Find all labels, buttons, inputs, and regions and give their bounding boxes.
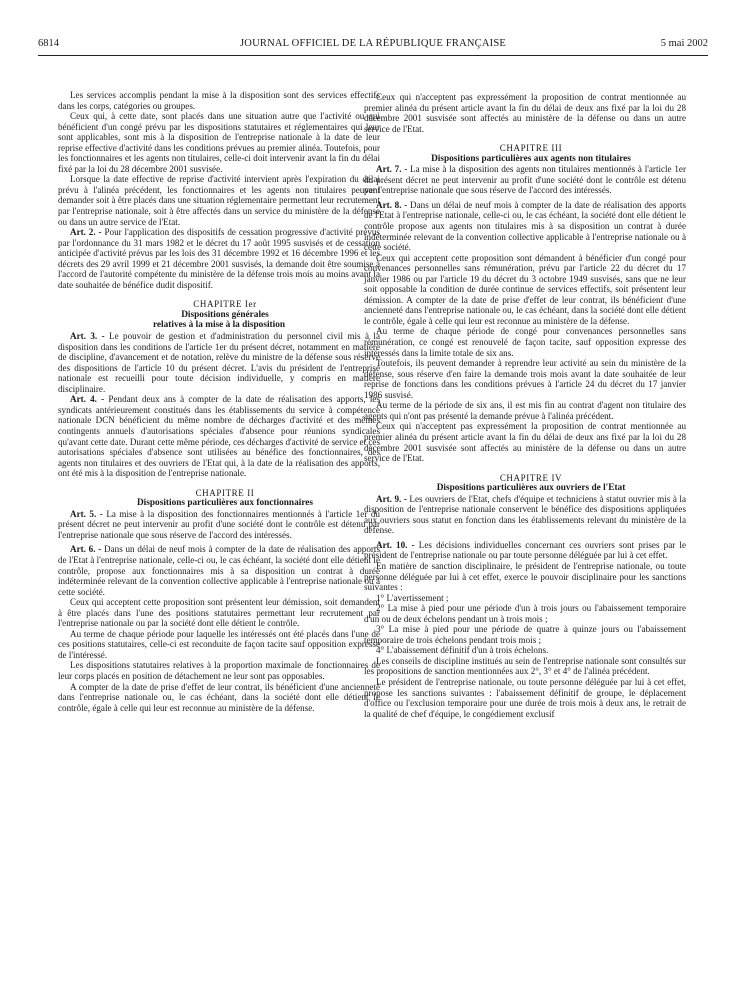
paragraph: Ceux qui acceptent cette proposition sont démandent à bénéficier d'un congé pour convenances personnelles sans rémunération, prévu par l'article 22 du décret du 17 janvier 1986 ou par l'article 19 du décret du 3 octobre 1949 susvisés, sans que ne leur soit opposable la condition de durée continue de services effectifs, soit présentent leur démission. A compter de la date de prise d'effet de leur contrat, ils bénéficient d'une ancienneté dans l'entreprise nationale ou, le cas échéant, dans la société dont elle détient le contrôle, égale à celle qui leur est reconnue au ministère de la défense.: [364, 252, 686, 326]
paragraph: Les services accomplis pendant la mise à la disposition sont des services effectifs dans les corps, catégories ou groupes.: [58, 90, 380, 111]
left-column: [58, 90, 380, 713]
paragraph: Les conseils de discipline institués au sein de l'entreprise nationale sont consultés sur les propositions de sanction mentionnées aux 2°, 3° et 4° de l'alinéa précédent.: [364, 655, 686, 677]
paragraph: Au terme de la période de six ans, il est mis fin au contrat d'agent non titulaire des agents qui n'ont pas présenté la demande prévue à l'alinéa précédent.: [364, 400, 686, 421]
article-label: Art. 7. -: [376, 164, 408, 175]
article-text: Les décisions individuelles concernant ces ouvriers sont prises par le président de l'entreprise nationale ou par toute personne déléguée par lui à cet effet.: [364, 539, 686, 561]
paragraph: Ceux qui, à cette date, sont placés dans une situation autre que l'activité ou qui bénéficient d'un congé prévu par les dispositions statutaires et réglementaires qui leur sont applicables, sont mis à la disposition de l'entreprise nationale à la date de leur reprise effective d'activité dans les conditions prévues au premier alinéa. Toutefois, pour les fonctionnaires et les agents non titulaires, celle-ci doit intervenir avant la fin du délai fixé par la loi du 28 décembre 2001 susvisée.: [58, 111, 380, 174]
list-item: 2° La mise à pied pour une période d'un à trois jours ou l'abaissement temporaire d'un ou de deux échelons pendant un à trois mois ;: [364, 603, 686, 624]
chapter-label: CHAPITRE II: [195, 487, 255, 498]
spacer: [364, 134, 686, 143]
list-item: 3° La mise à pied pour une période de quatre à quinze jours ou l'abaissement temporaire de trois échelons pendant trois mois ;: [364, 624, 686, 645]
article-4: [58, 394, 380, 478]
page-number: 6814: [38, 38, 59, 49]
article-label: Art. 9. -: [376, 493, 407, 504]
paragraph: Ceux qui n'acceptent pas expressément la proposition de contrat mentionnée au premier alinéa du présent article avant la fin du délai de deux ans fixé par la loi du 28 décembre 2001 susvisée sont affectés au ministère de la défense ou dans un autre service de l'Etat.: [364, 92, 686, 134]
article-label: Art. 5. -: [70, 508, 103, 519]
page-header: [38, 38, 708, 54]
article-text: Pendant deux ans à compter de la date de réalisation des apports, les syndicats antérieurement constitués dans les établissements du service à compétence nationale DCN bénéficient du même nombre de décharges d'activité et des mêmes contingents annuels d'autorisations spéciales d'absence pour réunions syndicales qu'avant cette date. Durant cette même période, ces décharges d'activité de service et ces autorisations spéciales d'absence sont utilisées au bénéfice des fonctionnaires, des agents non titulaires et des ouvriers de l'Etat qui, à la date de la réalisation des apports, ont été mis à la disposition de l'entreprise nationale.: [58, 394, 380, 479]
paragraph: Les dispositions statutaires relatives à la proportion maximale de fonctionnaires de leur corps placés en position de détachement ne leur sont pas opposables.: [58, 660, 380, 681]
article-label: Art. 2. -: [70, 227, 102, 238]
article-label: Art. 4. -: [70, 394, 105, 405]
paragraph: Au terme de chaque période de congé pour convenances personnelles sans rémunération, ce congé est renouvelé de façon tacite, sauf opposition expresse des intéressés dans la limite totale de six ans.: [364, 326, 686, 358]
article-text: Dans un délai de neuf mois à compter de la date de réalisation des apports de l'Etat à l'entreprise nationale, celle-ci ou, le cas échéant, la société dont elle détient le contrôle propose aux agents non titulaires mis à sa disposition un contrat à durée indéterminée relevant de la convention collective applicable à l'entreprise nationale ou à cette société.: [364, 199, 686, 253]
article-6: [58, 544, 380, 597]
article-9: [364, 494, 686, 536]
issue-date: 5 mai 2002: [660, 38, 708, 49]
paragraph: Toutefois, ils peuvent demander à reprendre leur activité au sein du ministère de la défense, sous réserve d'en faire la demande trois mois avant la date souhaitée de leur reprise de fonctions dans les conditions prévues à l'article 24 du décret du 17 janvier 1986 susvisé.: [364, 358, 686, 400]
paragraph: En matière de sanction disciplinaire, le président de l'entreprise nationale, ou toute personne déléguée par lui à cet effet, exerce le pouvoir disciplinaire pour les sanctions suivantes :: [364, 560, 686, 593]
paragraph: Ceux qui n'acceptent pas expressément la proposition de contrat mentionnée au premier alinéa du présent article avant la fin du délai de deux ans fixé par la loi du 28 décembre 2001 susvisée sont affectés au ministère de la défense ou dans un autre service de l'Etat.: [364, 421, 686, 464]
article-label: Art. 8. -: [376, 199, 408, 210]
right-column: [364, 92, 686, 719]
article-2: [58, 227, 380, 290]
paragraph: Lorsque la date effective de reprise d'activité intervient après l'expiration du délai prévu à l'alinéa précédent, les fonctionnaires et les agents non titulaires peuvent demander soit à être placés dans une situation réglementaire permettant leur recrutement par l'entreprise nationale, soit à être affectés dans un service du ministère de la défense ou dans un autre service de l'Etat.: [58, 174, 380, 227]
paragraph: Au terme de chaque période pour laquelle les intéressés ont été placés dans l'une de ces positions statutaires, celle-ci est reconduite de façon tacite sauf opposition expresse de l'intéressé.: [58, 628, 380, 660]
article-8: [364, 200, 686, 253]
chapter-label: CHAPITRE IV: [499, 472, 563, 483]
article-text: Dans un délai de neuf mois à compter de la date de réalisation des apports de l'Etat à l'entreprise nationale, celle-ci ou, le cas échéant, la société dont elle détient le contrôle, propose aux fonctionnaires mis à sa disposition un contrat à durée indéterminée relevant de la convention collective applicable à l'entreprise nationale ou à cette société.: [58, 544, 380, 597]
article-text: La mise à la disposition des agents non titulaires mentionnés à l'article 1er du présent décret ne peut intervenir au profit d'une société dont le contrôle est détenu par l'entreprise nationale que sous réserve de l'accord des intéressés.: [364, 164, 686, 196]
spacer: [58, 290, 380, 299]
chapter-title: Dispositions particulières aux ouvriers de l'Etat: [436, 483, 626, 494]
journal-title: JOURNAL OFFICIEL DE LA RÉPUBLIQUE FRANÇAISE: [240, 38, 506, 49]
article-text: Pour l'application des dispositifs de cessation progressive d'activité prévus par l'ordonnance du 31 mars 1982 et le décret du 17 août 1995 susvisés et de cessation anticipée d'activité prévus par les lois des 31 décembre 1992 et 16 décembre 1996 et les décrets des 29 avril 1999 et 21 décembre 2001 susvisés, la demande doit être soumise à l'accord de l'autorité compétente du ministère de la défense trois mois au moins avant la date souhaitée de bénéfice dudit dispositif.: [58, 227, 380, 290]
article-text: Le pouvoir de gestion et d'administration du personnel civil mis à la disposition dans les conditions de l'article 1er du présent décret, notamment en matière de discipline, d'avancement et de notation, relève du ministre de la défense sous réserve des dispositions de l'article 10 du présent décret. L'avis du président de l'entreprise nationale est recueilli pour toute décision individuelle, y compris en matière disciplinaire.: [58, 331, 380, 394]
list-item: 1° L'avertissement ;: [376, 592, 449, 603]
spacer: [58, 479, 380, 488]
header-rule: [38, 55, 708, 56]
article-label: Art. 3. -: [70, 331, 105, 342]
article-10: [364, 540, 686, 561]
chapter-title-line: Dispositions générales: [181, 309, 269, 320]
chapter-title: [58, 310, 380, 331]
chapter-title-line: relatives à la mise à la disposition: [152, 320, 286, 331]
chapter-label: CHAPITRE Ier: [193, 299, 257, 310]
article-text: La mise à la disposition des fonctionnaires mentionnés à l'article 1er du présent décret ne peut intervenir au profit d'une société dont le contrôle est détenu par l'entreprise nationale que sous réserve de l'accord des intéressés.: [58, 508, 380, 540]
article-text: Les ouvriers de l'Etat, chefs d'équipe et techniciens à statut ouvrier mis à la disposition de l'entreprise nationale conservent le bénéfice des dispositions appliquées aux ouvriers sous statut en fonction dans les établissements relevant du ministère de la défense.: [364, 493, 686, 536]
article-label: Art. 6. -: [70, 544, 102, 555]
spacer: [364, 464, 686, 473]
article-3: [58, 331, 380, 394]
chapter-title: Dispositions particulières aux fonctionnaires: [136, 498, 314, 509]
article-label: Art. 10. -: [376, 539, 415, 550]
list-item: 4° L'abaissement définitif d'un à trois échelons.: [376, 645, 549, 656]
paragraph: Le président de l'entreprise nationale, ou toute personne déléguée par lui à cet effet, propose les sanctions suivantes : l'abaissement définitif de groupe, le déplacement d'office ou l'exclusion temporaire pour une durée de trois mois à deux ans, le retrait de la qualité de chef d'équipe, le congédiement exclusif: [364, 676, 686, 719]
article-5: [58, 509, 380, 541]
paragraph: A compter de la date de prise d'effet de leur contrat, ils bénéficient d'une ancienneté dans l'entreprise nationale ou, le cas échéant, dans la société dont elle détient le contrôle, égale à celle qui leur est reconnue au ministère de la défense.: [58, 681, 380, 713]
chapter-label: CHAPITRE III: [499, 143, 563, 154]
paragraph: Ceux qui acceptent cette proposition sont présentent leur démission, soit demandent à être placés dans l'une des positions statutaires permettant leur recrutement par l'entreprise nationale ou par la société dont elle détient le contrôle.: [58, 597, 380, 629]
article-7: [364, 164, 686, 196]
chapter-title: Dispositions particulières aux agents non titulaires: [431, 153, 631, 164]
